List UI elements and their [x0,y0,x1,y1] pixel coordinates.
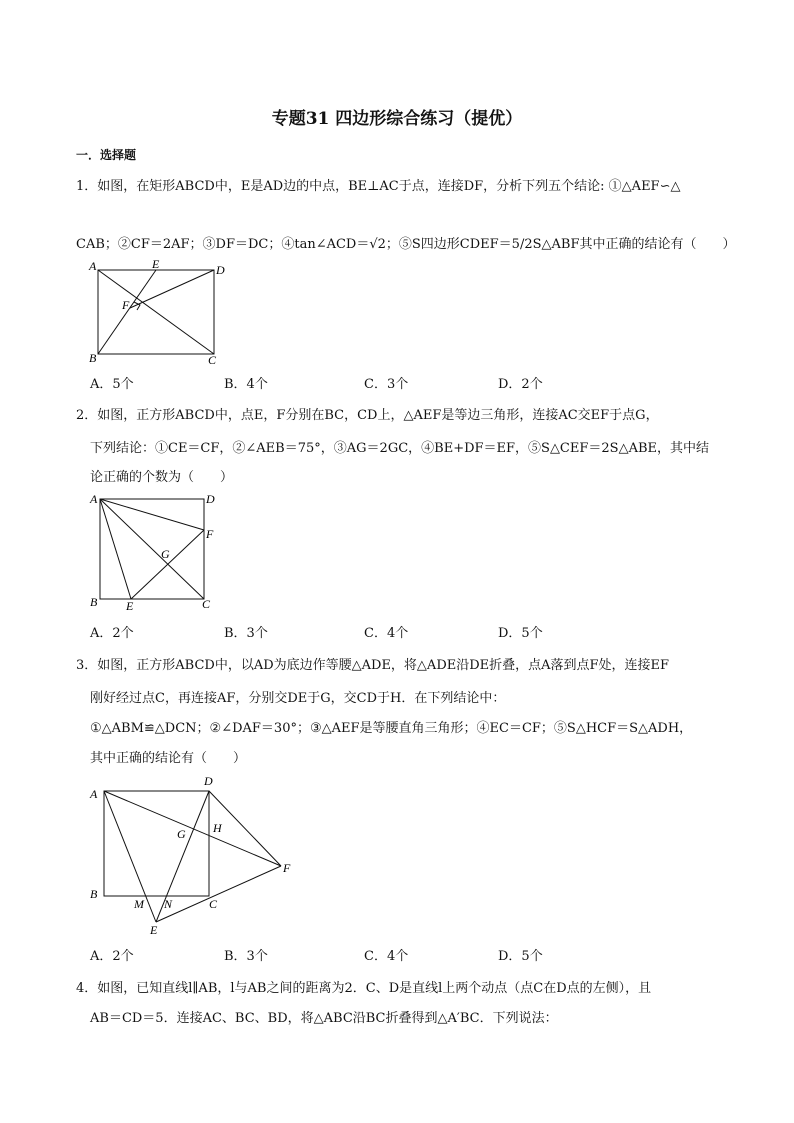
q3-option-c: C．4个 [364,949,409,964]
q2-option-a: A．2个 [90,626,134,641]
q3-text-line2: 刚好经过点C，再连接AF，分别交DE于G，交CD于H．在下列结论中： [90,691,506,706]
q1-label-e: E [152,258,160,271]
q1-line-ac [98,270,214,354]
q2-text-line3: 论正确的个数为（ ） [90,470,234,485]
section-heading: 一．选择题 [76,148,137,162]
q1-text-line1: 1．如图，在矩形ABCD中，E是AD边的中点，BE⊥AC于点，连接DF，分析下列五个结论: ①△AEF∽△ [76,179,681,194]
q2-option-c: C．4个 [364,626,409,641]
q3-option-a: A．2个 [90,949,134,964]
q1-label-d: D [216,263,225,277]
q1-label-a: A [89,259,97,273]
q2-label-c: C [202,597,211,611]
q2-label-f: F [206,527,214,541]
q3-label-c: C [209,897,218,911]
q2-label-g: G [161,547,170,561]
q4-text-line1: 4．如图，已知直线l∥AB，l与AB之间的距离为2．C、D是直线l上两个动点（点C在D点的左侧），且 [76,981,652,996]
q1-text-line2: CAB；②CF＝2AF；③DF＝DC；④tan∠ACD＝√2；⑤S四边形CDEF＝5/2S△ABF其中正确的结论有（ ） [76,237,736,252]
q3-figure [86,772,306,940]
q3-line-af [104,791,281,866]
q2-label-b: B [90,595,98,609]
q3-option-b: B．3个 [224,949,268,964]
q1-option-c: C．3个 [364,377,409,392]
q2-text-line1: 2．如图，正方形ABCD中，点E，F分别在BC，CD上，△AEF是等边三角形，连接AC交EF于点G， [76,408,659,423]
q3-option-d: D．5个 [498,949,543,964]
q1-option-b: B．4个 [224,377,268,392]
q3-text-line3: ①△ABM≌△DCN；②∠DAF＝30°；③△AEF是等腰直角三角形；④EC＝CF；⑤S△HCF＝S△ADH， [90,721,693,736]
q3-label-m: M [134,897,144,911]
q2-option-b: B．3个 [224,626,268,641]
q3-label-e: E [150,923,158,937]
q3-label-h: H [213,821,222,835]
q1-option-d: D．2个 [498,377,543,392]
q4-text-line2: AB＝CD＝5．连接AC、BC、BD，将△ABC沿BC折叠得到△A′BC．下列说法： [90,1011,558,1026]
q1-label-b: B [89,351,97,365]
q2-label-d: D [206,492,215,506]
q1-figure [86,258,236,368]
q3-line-ae [104,791,156,922]
q3-label-b: B [90,887,98,901]
q3-label-d: D [204,774,213,788]
q2-option-d: D．5个 [498,626,543,641]
q2-figure [86,488,226,613]
q3-text-line4: 其中正确的结论有（ ） [90,751,247,766]
q3-square [104,791,209,896]
page-title: 专题31 四边形综合练习（提优） [271,109,523,129]
q1-label-f: F [122,298,130,312]
q3-text-line1: 3．如图，正方形ABCD中，以AD为底边作等腰△ADE，将△ADE沿DE折叠，点A落到点F处，连接EF [76,658,670,673]
q2-text-line2: 下列结论：①CE＝CF，②∠AEB＝75°，③AG＝2GC，④BE+DF＝EF，⑤S△CEF＝2S△ABE，其中结 [90,441,709,456]
q2-label-a: A [90,492,98,506]
q1-line-be [98,270,156,354]
q3-label-f: F [283,861,291,875]
q3-label-g: G [177,827,186,841]
q1-label-c: C [208,353,217,367]
q3-label-a: A [90,787,98,801]
q3-label-n: N [164,897,173,911]
q1-option-a: A．5个 [90,377,134,392]
q2-label-e: E [126,599,134,613]
